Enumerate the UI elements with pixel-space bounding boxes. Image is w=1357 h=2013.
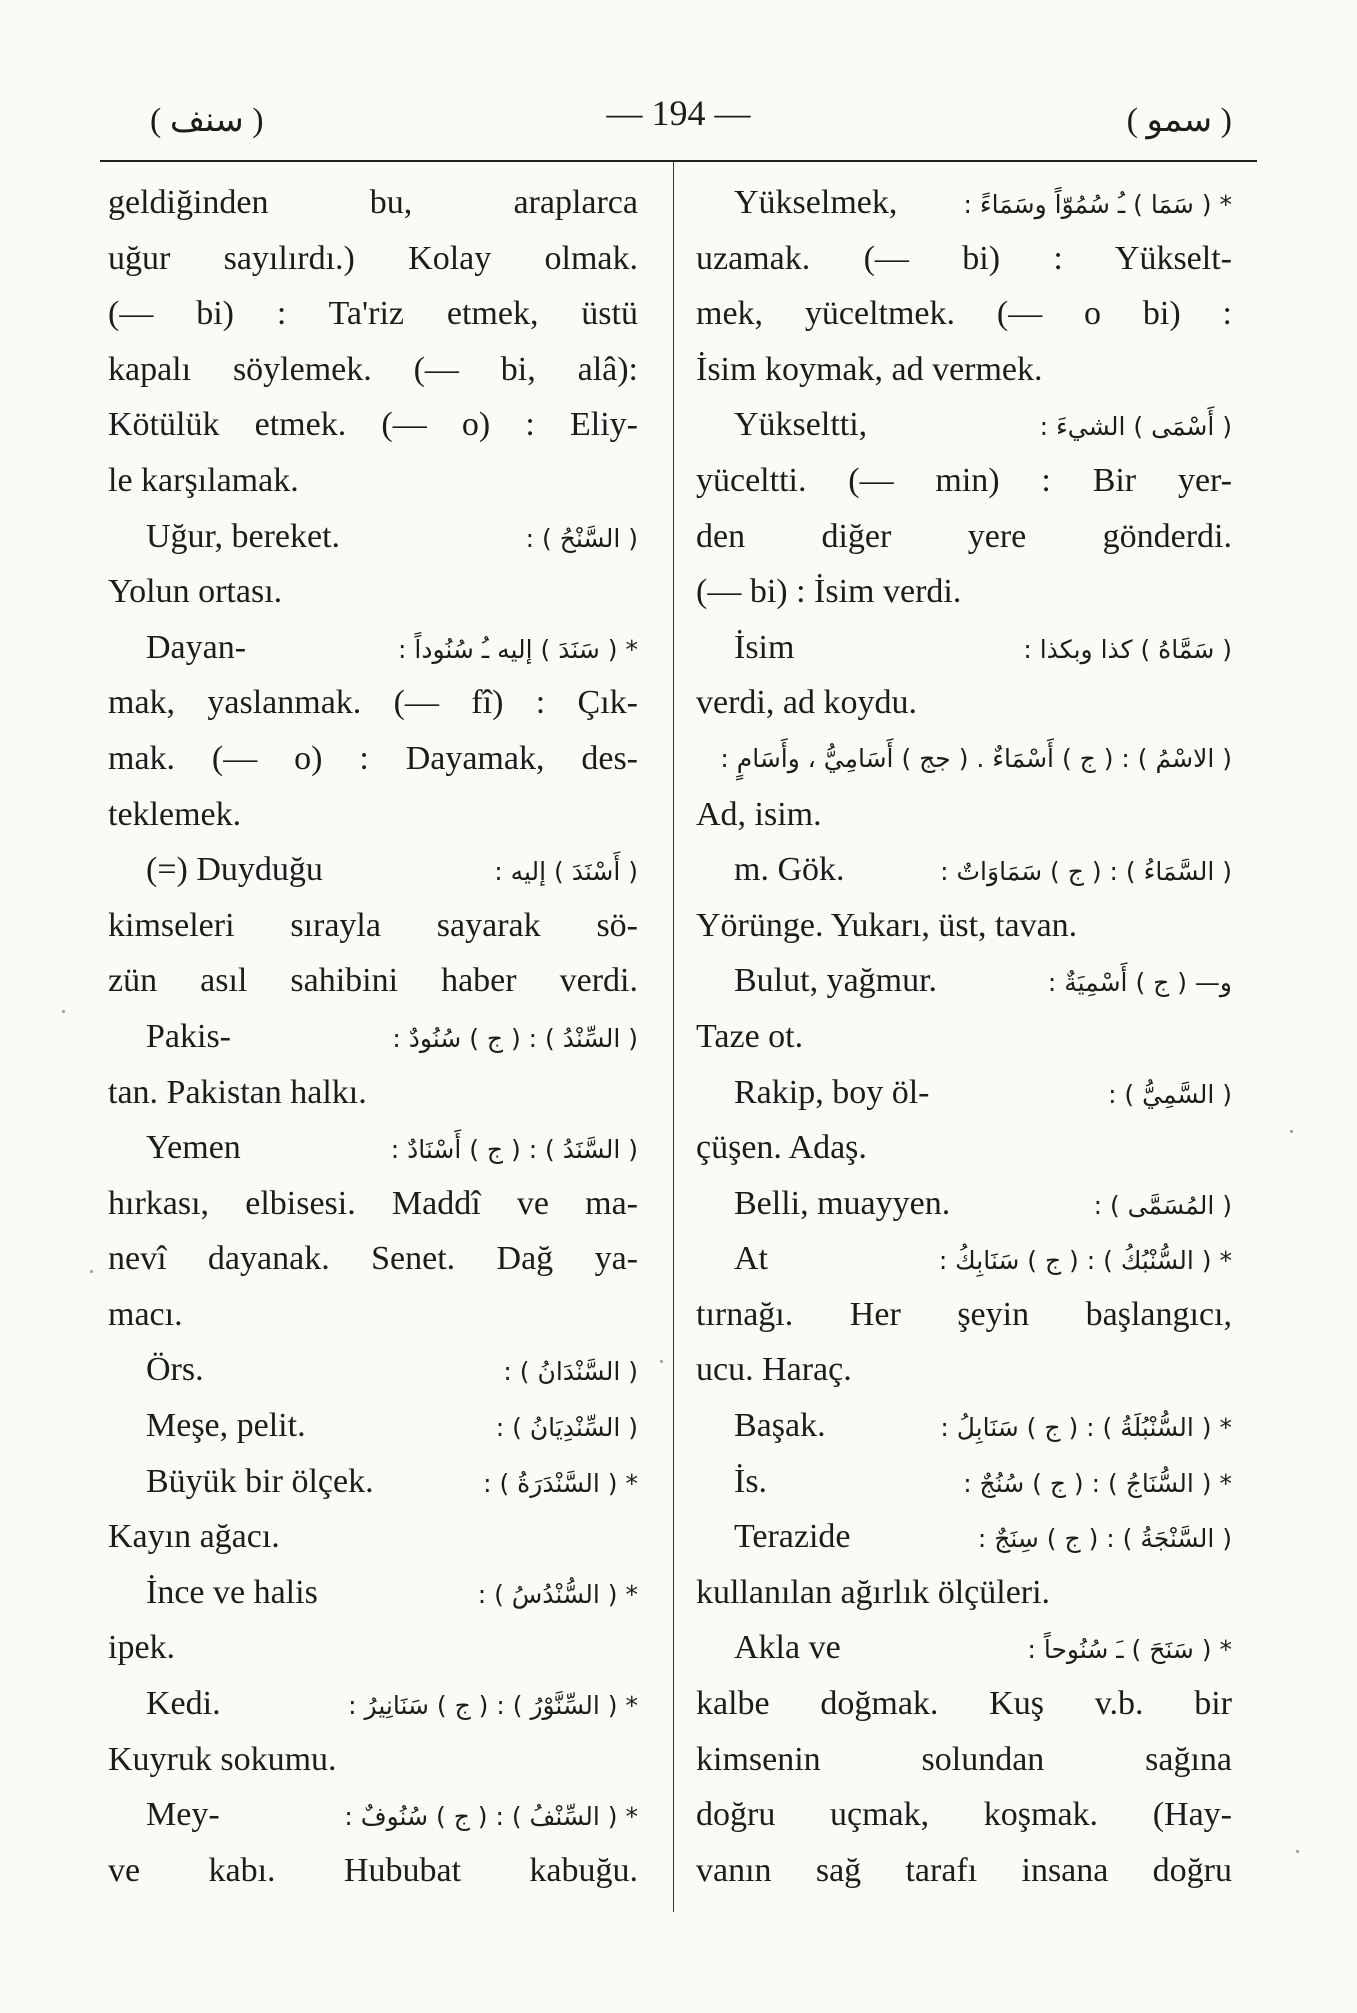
text-line <box>108 1176 638 1232</box>
text-line <box>108 898 638 954</box>
entry-meaning: Akla ve <box>734 1629 841 1667</box>
entry-meaning: Başak. <box>734 1407 826 1445</box>
text-line <box>108 397 638 453</box>
arabic-headword: * ( السُّنَاجُ ) : ( ج ) سُنُجٌ : <box>963 1468 1232 1498</box>
line-text: Kuyruk sokumu. <box>108 1740 337 1778</box>
text-line <box>108 286 638 342</box>
arabic-headword: * ( السُّنْبُكُ ) : ( ج ) سَنَابِكُ : <box>938 1246 1232 1276</box>
entry-meaning: Kedi. <box>146 1685 221 1723</box>
right-column <box>696 175 1232 1898</box>
arabic-headword: ( سَمَّاهُ ) كذا وبكذا : <box>1023 634 1232 664</box>
line-text: den diğer yere gönderdi. <box>696 517 1232 555</box>
scan-speck <box>62 1010 65 1013</box>
text-line <box>696 1843 1232 1899</box>
text-line <box>108 509 638 565</box>
entry-meaning: Meşe, pelit. <box>146 1407 306 1445</box>
text-line <box>696 1398 1232 1454</box>
text-line <box>108 1065 638 1121</box>
text-line <box>696 231 1232 287</box>
line-text: teklemek. <box>108 795 242 833</box>
entry-meaning: Dayan- <box>146 628 247 666</box>
text-line <box>108 1454 638 1510</box>
entry-meaning: Rakip, boy öl- <box>734 1073 930 1111</box>
text-line <box>696 953 1232 1009</box>
line-text: Kötülük etmek. (— o) : Eliy- <box>108 406 638 444</box>
text-line <box>108 564 638 620</box>
line-text: vanın sağ tarafı insana doğru <box>696 1851 1232 1889</box>
entry-meaning: İs. <box>734 1462 768 1500</box>
entry-meaning: Yemen <box>146 1129 241 1167</box>
line-text: İsim koymak, ad vermek. <box>696 350 1043 388</box>
line-text: yüceltti. (— min) : Bir yer- <box>696 461 1232 499</box>
text-line <box>108 1009 638 1065</box>
line-text: kullanılan ağırlık ölçüleri. <box>696 1573 1051 1611</box>
text-line <box>696 1509 1232 1565</box>
arabic-headword: ( السَّنْجَةُ ) : ( ج ) سِنَجٌ : <box>977 1524 1232 1554</box>
entry-meaning: At <box>734 1240 768 1278</box>
text-line <box>696 1065 1232 1121</box>
text-line <box>108 175 638 231</box>
arabic-headword: ( الاسْمُ ) : ( ج ) أَسْمَاءٌ . ( جج ) أَسَامِيُّ ، وأَسَامٍ : <box>720 743 1232 773</box>
arabic-headword: ( السِّنْدُ ) : ( ج ) سُنُودٌ : <box>392 1023 638 1053</box>
line-text: verdi, ad koydu. <box>696 684 917 722</box>
text-line <box>696 842 1232 898</box>
line-text: doğru uçmak, koşmak. (Hay- <box>696 1796 1232 1834</box>
text-line <box>696 1287 1232 1343</box>
line-text: hırkası, elbisesi. Maddî ve ma- <box>108 1184 638 1222</box>
text-line <box>696 509 1232 565</box>
entry-meaning: Bulut, yağmur. <box>734 962 938 1000</box>
scan-speck <box>660 1360 663 1363</box>
line-text: le karşılamak. <box>108 461 299 499</box>
text-line <box>108 342 638 398</box>
entry-meaning: m. Gök. <box>734 851 845 889</box>
text-line <box>108 1287 638 1343</box>
arabic-headword: ( السَّنَدُ ) : ( ج ) أَسْنَادٌ : <box>390 1135 638 1165</box>
text-line <box>696 342 1232 398</box>
text-line <box>696 620 1232 676</box>
scan-speck <box>1290 1130 1293 1133</box>
text-line <box>696 731 1232 787</box>
line-text: Taze ot. <box>696 1017 804 1055</box>
entry-meaning: Terazide <box>734 1518 851 1556</box>
left-column <box>108 175 638 1898</box>
arabic-headword: و— ( ج ) أَسْمِيَةٌ : <box>1047 968 1232 998</box>
line-text: mak, yaslanmak. (— fî) : Çık- <box>108 684 638 722</box>
right-guide-word: ( سمو ) <box>1126 102 1232 139</box>
text-line <box>108 453 638 509</box>
column-divider <box>673 162 674 1912</box>
text-line <box>696 1565 1232 1621</box>
text-line <box>108 842 638 898</box>
text-line <box>108 731 638 787</box>
line-text: kalbe doğmak. Kuş v.b. bir <box>696 1685 1232 1723</box>
text-line <box>108 675 638 731</box>
text-line <box>696 1342 1232 1398</box>
line-text: nevî dayanak. Senet. Dağ ya- <box>108 1240 638 1278</box>
text-line <box>108 1676 638 1732</box>
entry-meaning: Örs. <box>146 1351 204 1389</box>
entry-meaning: Büyük bir ölçek. <box>146 1462 374 1500</box>
text-line <box>108 1565 638 1621</box>
arabic-headword: * ( سَمَا ) ـُ سُمُوّاً وسَمَاءً : <box>963 190 1232 219</box>
text-line <box>696 1009 1232 1065</box>
line-text: kimsenin solundan sağına <box>696 1740 1232 1778</box>
arabic-headword: * ( السِّنْفُ ) : ( ج ) سُنُوفٌ : <box>344 1802 638 1832</box>
line-text: Yolun ortası. <box>108 573 283 611</box>
line-text: mak. (— o) : Dayamak, des- <box>108 739 638 777</box>
line-text: kimseleri sırayla sayarak sö- <box>108 906 638 944</box>
arabic-headword: ( السَّمِيُّ ) : <box>1108 1079 1232 1109</box>
header-rule <box>100 160 1257 162</box>
arabic-headword: * ( السِّنَّوْرُ ) : ( ج ) سَنَانِيرُ : <box>348 1691 638 1721</box>
text-line <box>108 1231 638 1287</box>
text-line <box>696 1120 1232 1176</box>
line-text: (— bi) : Ta'riz etmek, üstü <box>108 295 638 333</box>
arabic-headword: ( السَّمَاءُ ) : ( ج ) سَمَاوَاتٌ : <box>940 857 1232 887</box>
line-text: kapalı söylemek. (— bi, alâ): <box>108 350 638 388</box>
line-text: geldiğinden bu, araplarca <box>108 184 638 221</box>
line-text: Yörünge. Yukarı, üst, tavan. <box>696 906 1078 944</box>
text-line <box>108 953 638 1009</box>
line-text: Ad, isim. <box>696 795 822 833</box>
text-line <box>108 1120 638 1176</box>
line-text: mek, yüceltmek. (— o bi) : <box>696 295 1232 333</box>
text-line <box>696 564 1232 620</box>
text-line <box>108 1620 638 1676</box>
page-number: — 194 — <box>606 93 751 133</box>
text-line <box>696 286 1232 342</box>
line-text: ucu. Haraç. <box>696 1351 852 1389</box>
line-text: macı. <box>108 1295 183 1333</box>
arabic-headword: ( السَّنْدَانُ ) : <box>503 1357 638 1387</box>
entry-meaning: Yükseltti, <box>734 406 868 444</box>
arabic-headword: * ( السُّنْبُلَةُ ) : ( ج ) سَنَابِلُ : <box>940 1413 1232 1443</box>
entry-meaning: Mey- <box>146 1796 220 1834</box>
text-line <box>696 397 1232 453</box>
text-line <box>696 1676 1232 1732</box>
arabic-headword: * ( سَنَحَ ) ـَ سُنُوحاً : <box>1027 1635 1232 1665</box>
text-line <box>696 453 1232 509</box>
text-line <box>696 1231 1232 1287</box>
line-text: zün asıl sahibini haber verdi. <box>108 962 638 1000</box>
line-text: tırnağı. Her şeyin başlangıcı, <box>696 1295 1232 1333</box>
text-line <box>108 1732 638 1788</box>
text-line <box>696 675 1232 731</box>
arabic-headword: ( السَّنْحُ ) : <box>525 523 638 553</box>
arabic-headword: ( السِّنْدِيَانُ ) : <box>495 1413 638 1443</box>
left-guide-word: ( سنف ) <box>150 102 264 139</box>
text-line <box>108 1509 638 1565</box>
scan-speck <box>1296 1850 1299 1853</box>
line-text: uzamak. (— bi) : Yükselt- <box>696 239 1232 277</box>
entry-meaning: İnce ve halis <box>146 1573 318 1611</box>
scan-speck <box>90 1270 93 1273</box>
line-text: (— bi) : İsim verdi. <box>696 573 962 611</box>
text-line <box>696 1176 1232 1232</box>
line-text: Kayın ağacı. <box>108 1518 280 1556</box>
line-text: ve kabı. Hububat kabuğu. <box>108 1851 638 1889</box>
line-text: tan. Pakistan halkı. <box>108 1073 367 1111</box>
text-line <box>696 898 1232 954</box>
arabic-headword: * ( السُّنْدُسُ ) : <box>477 1579 638 1609</box>
text-line <box>108 231 638 287</box>
text-line <box>696 1787 1232 1843</box>
text-line <box>108 620 638 676</box>
page-header <box>0 92 1357 152</box>
line-text: uğur sayılırdı.) Kolay olmak. <box>108 239 638 277</box>
text-line <box>108 1787 638 1843</box>
text-line <box>108 1843 638 1899</box>
arabic-headword: ( أَسْمَى ) الشيءَ : <box>1039 412 1232 442</box>
arabic-headword: ( أَسْنَدَ ) إليه : <box>494 857 638 887</box>
entry-meaning: Belli, muayyen. <box>734 1184 951 1222</box>
line-text: çüşen. Adaş. <box>696 1129 867 1167</box>
text-line <box>108 1398 638 1454</box>
line-text: ipek. <box>108 1629 176 1667</box>
text-line <box>696 175 1232 231</box>
text-line <box>696 1732 1232 1788</box>
text-line <box>108 787 638 843</box>
text-line <box>696 787 1232 843</box>
text-line <box>108 1342 638 1398</box>
entry-meaning: (=) Duyduğu <box>146 851 323 889</box>
entry-meaning: Yükselmek, <box>734 184 898 221</box>
entry-meaning: Uğur, bereket. <box>146 517 341 555</box>
arabic-headword: ( المُسَمَّى ) : <box>1093 1190 1232 1220</box>
arabic-headword: * ( سَنَدَ ) إليه ـُ سُنُوداً : <box>398 634 638 664</box>
arabic-headword: * ( السَّنْدَرَةُ ) : <box>483 1468 638 1498</box>
text-line <box>696 1620 1232 1676</box>
entry-meaning: Pakis- <box>146 1017 231 1055</box>
text-line <box>696 1454 1232 1510</box>
entry-meaning: İsim <box>734 628 795 666</box>
